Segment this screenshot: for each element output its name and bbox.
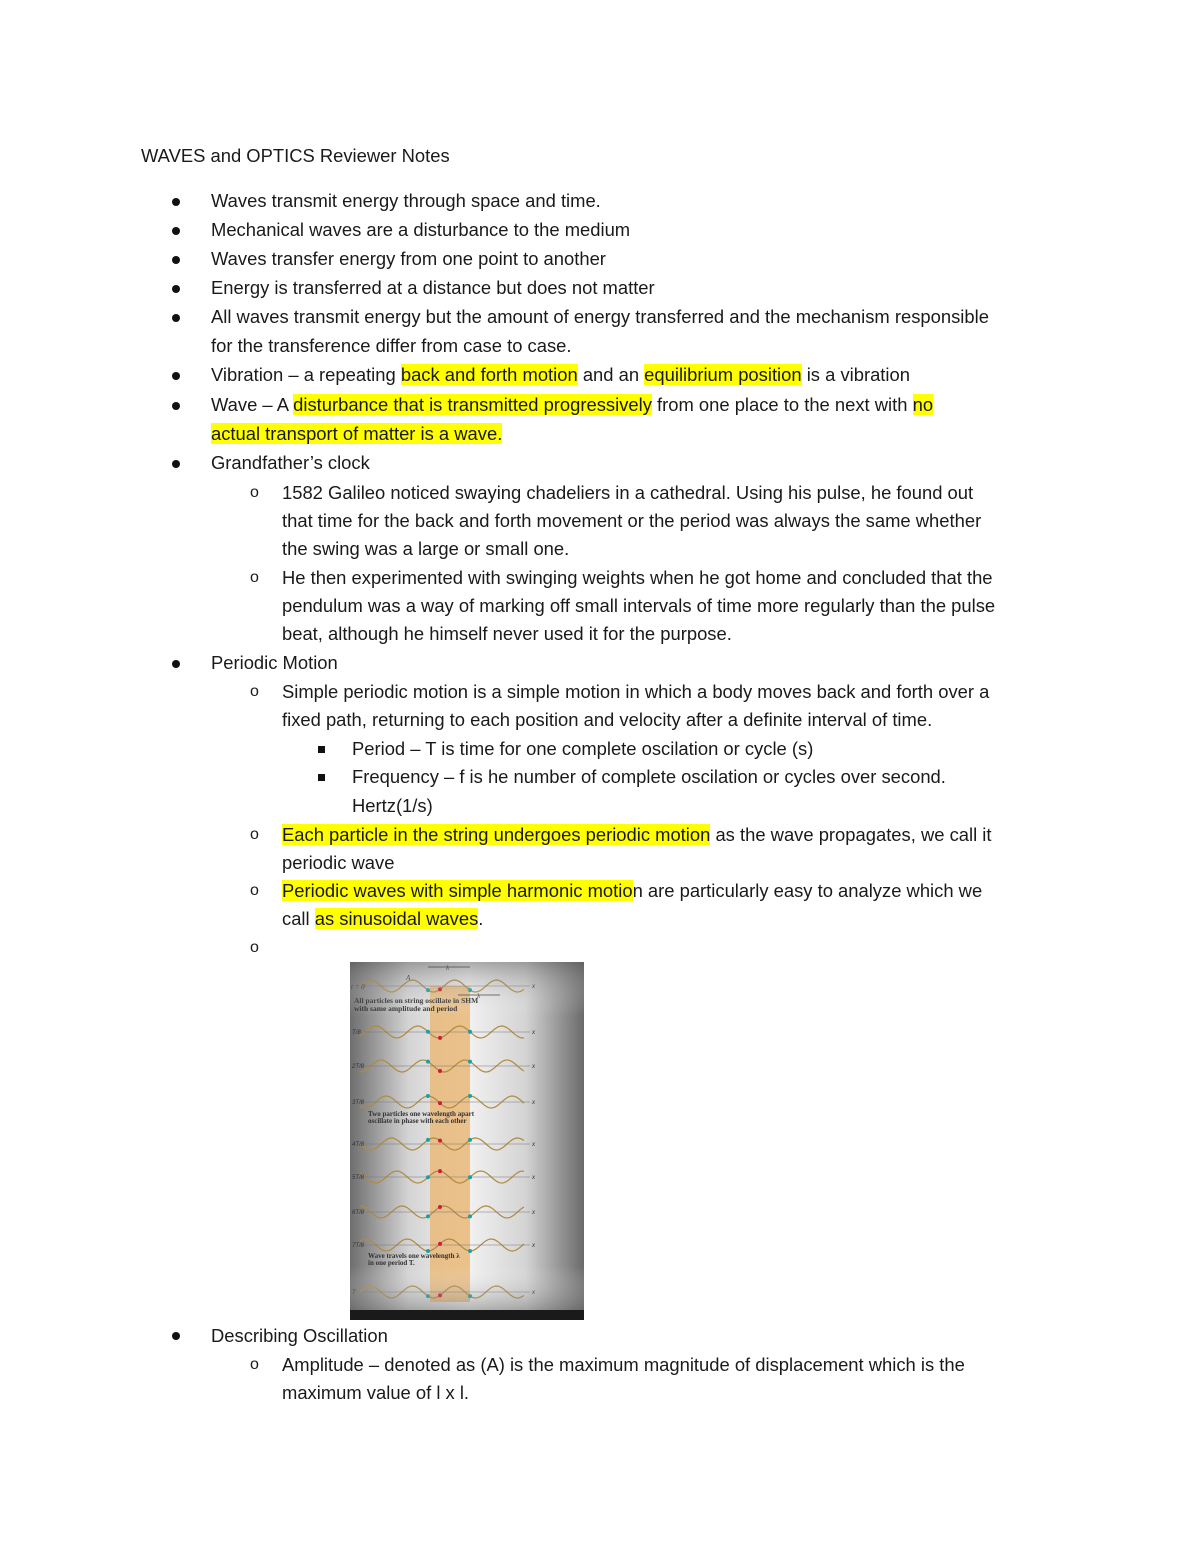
square-bullet: [318, 774, 325, 781]
list-item-wave: [211, 391, 933, 419]
list-item-continued: [211, 420, 502, 448]
sub-bullet: o: [250, 939, 259, 956]
sub-item: He then experimented with swinging weights when he got home and concluded that the: [282, 567, 993, 588]
bullet-dot: [172, 256, 180, 264]
list-item: Waves transfer energy from one point to another: [211, 248, 606, 269]
sub-sub-item: Period – T is time for one complete oscilation or cycle (s): [352, 738, 814, 759]
list-item: Periodic Motion: [211, 652, 338, 673]
text-run: .: [478, 908, 484, 929]
text-run: from one place to the next with: [651, 394, 913, 415]
sub-item: Simple periodic motion is a simple motion in which a body moves back and forth over a: [282, 681, 990, 702]
sub-item-continued: periodic wave: [282, 852, 395, 873]
sub-bullet: o: [250, 484, 259, 501]
highlighted-text: Each particle in the string undergoes periodic motion: [282, 824, 711, 845]
bullet-dot: [172, 314, 180, 322]
sub-item-continued: that time for the back and forth movement or the period was always the same whether: [282, 510, 982, 531]
sub-item-continued: the swing was a large or small one.: [282, 538, 570, 559]
sub-item-continued: pendulum was a way of marking off small intervals of time more regularly than the pulse: [282, 595, 996, 616]
sub-sub-item: Frequency – f is he number of complete oscilation or cycles over second.: [352, 766, 946, 787]
sub-bullet: o: [250, 683, 259, 700]
highlighted-text: as sinusoidal waves: [314, 908, 479, 929]
list-item-continued: for the transference differ from case to case.: [211, 335, 572, 356]
sub-item: [282, 821, 991, 849]
figure-fade-overlay: [350, 962, 584, 1320]
list-item-vibration: [211, 361, 910, 389]
bullet-dot: [172, 198, 180, 206]
bullet-dot: [172, 460, 180, 468]
highlighted-text: disturbance that is transmitted progressively: [293, 394, 652, 415]
sub-item-continued: fixed path, returning to each position and velocity after a definite interval of time.: [282, 709, 933, 730]
bullet-dot: [172, 285, 180, 293]
text-run: and an: [577, 364, 645, 385]
bullet-dot: [172, 372, 180, 380]
sub-item-continued: maximum value of l x l.: [282, 1382, 470, 1403]
sinusoidal-wave-figure: [350, 962, 584, 1320]
sub-bullet: o: [250, 826, 259, 843]
text-run: as the wave propagates, we call it: [710, 824, 992, 845]
list-item: Energy is transferred at a distance but does not matter: [211, 277, 655, 298]
square-bullet: [318, 746, 325, 753]
bullet-dot: [172, 227, 180, 235]
sub-sub-item-continued: Hertz(1/s): [352, 795, 433, 816]
sub-item: [282, 877, 982, 905]
list-item: Grandfather’s clock: [211, 452, 370, 473]
text-run: Vibration – a repeating: [211, 364, 401, 385]
highlighted-text: no: [912, 394, 934, 415]
sub-item: Amplitude – denoted as (A) is the maximum magnitude of displacement which is the: [282, 1354, 965, 1375]
highlighted-text: equilibrium position: [644, 364, 802, 385]
bullet-dot: [172, 402, 180, 410]
list-item: All waves transmit energy but the amount of energy transferred and the mechanism responsible: [211, 306, 989, 327]
sub-item-continued: [282, 905, 483, 933]
text-run: Wave – A: [211, 394, 294, 415]
document-title: WAVES and OPTICS Reviewer Notes: [141, 145, 450, 166]
sub-bullet: o: [250, 882, 259, 899]
sub-bullet: o: [250, 569, 259, 586]
sub-item: 1582 Galileo noticed swaying chadeliers in a cathedral. Using his pulse, he found out: [282, 482, 974, 503]
highlighted-text: actual transport of matter is a wave.: [211, 423, 503, 444]
text-run: call: [282, 908, 315, 929]
figure-bottom-bar: [350, 1310, 584, 1320]
sub-item-continued: beat, although he himself never used it for the purpose.: [282, 623, 732, 644]
list-item: Waves transmit energy through space and time.: [211, 190, 601, 211]
list-item: Describing Oscillation: [211, 1325, 388, 1346]
highlighted-text: Periodic waves with simple harmonic motio: [282, 880, 633, 901]
bullet-dot: [172, 660, 180, 668]
bullet-dot: [172, 1332, 180, 1340]
text-run: n are particularly easy to analyze which we: [632, 880, 983, 901]
highlighted-text: back and forth motion: [400, 364, 578, 385]
text-run: is a vibration: [801, 364, 910, 385]
sub-bullet: o: [250, 1356, 259, 1373]
list-item: Mechanical waves are a disturbance to the medium: [211, 219, 631, 240]
